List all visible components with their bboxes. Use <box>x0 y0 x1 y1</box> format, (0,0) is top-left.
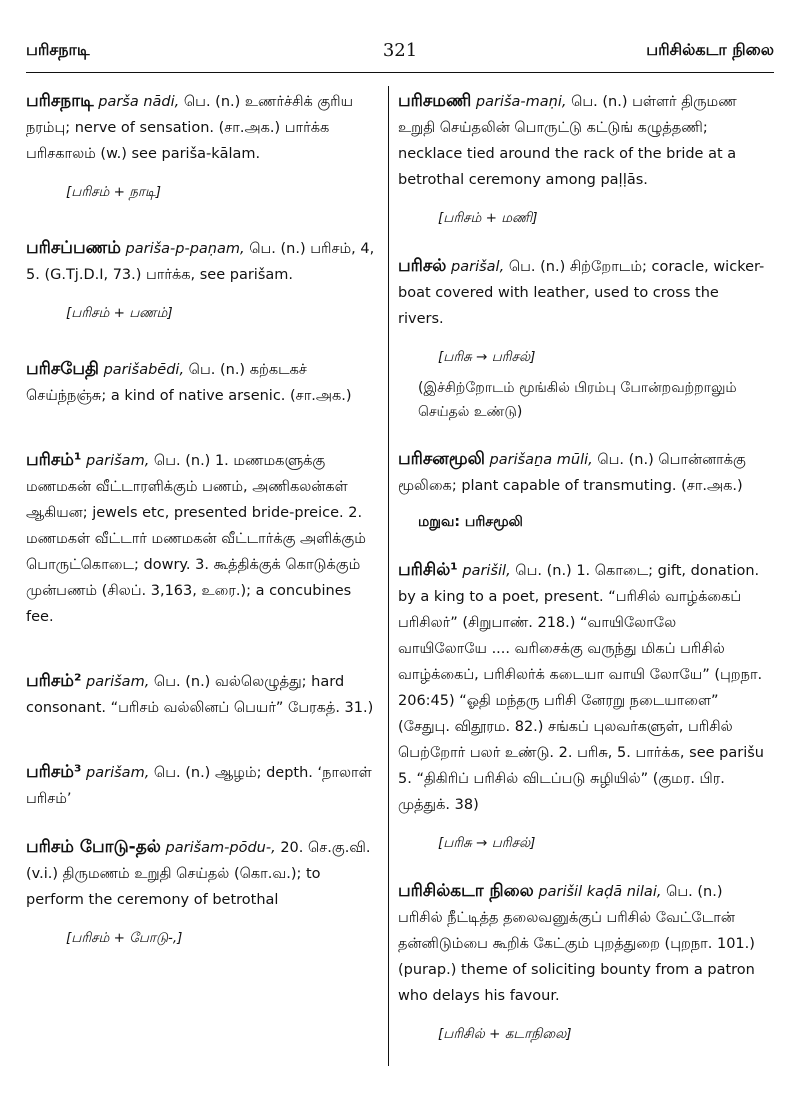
transliteration: parišabēdi, <box>103 362 185 378</box>
dictionary-entry <box>398 88 766 231</box>
transliteration: parša nādi, <box>98 94 180 110</box>
headword: பரிசப்பணம் <box>26 238 121 258</box>
column-divider <box>388 86 389 1066</box>
dictionary-entry <box>398 878 766 1047</box>
definition: பெ. (n.) பரிசில் நீட்டித்த தலைவனுக்குப் பரிசில் வேட்டோன் தன்னிடும்பை கூறிக் கேட்கும் புறத்துறை (புறநா. 101.) (purap.) theme of soliciting bounty from a patron who delays his favour. <box>398 884 755 1004</box>
transliteration: parišil kaḍā nilai, <box>538 884 662 900</box>
transliteration: parišam, <box>86 674 150 690</box>
definition: பெ. (n.) சிற்றோடம்; coracle, wicker-boat covered with leather, used to cross the rivers. <box>398 259 765 327</box>
headword: பரிசம்² <box>26 671 82 691</box>
dictionary-entry <box>26 235 378 326</box>
dictionary-entry <box>26 668 378 721</box>
transliteration: parišam-pōdu-, <box>165 840 276 856</box>
definition: பெ. (n.) பொன்னாக்கு மூலிகை; plant capable of transmuting. (சா.அக.) <box>398 452 746 494</box>
headword: பரிசில்¹ <box>398 560 458 580</box>
definition: பெ. (n.) உணர்ச்சிக் குரிய நரம்பு; nerve of sensation. (சா.அக.) பார்க்க பரிசகாலம் (w.) see pariša-kālam. <box>26 94 354 162</box>
running-head-left: பரிசநாடி <box>26 40 90 59</box>
transliteration: parišal, <box>451 259 505 275</box>
dictionary-entry <box>398 253 766 424</box>
header-rule <box>26 72 774 73</box>
dictionary-entry <box>398 557 766 856</box>
etymology: [பரிசம் + மணி] <box>438 210 538 226</box>
right-column <box>398 88 766 1047</box>
running-head-right: பரிசில்கடா நிலை <box>646 40 774 59</box>
transliteration: pariša-p-paṇam, <box>125 241 245 257</box>
dictionary-entry <box>26 759 378 812</box>
definition: பெ. (n.) பரிசம், 4, 5. (G.Tj.D.I, 73.) பார்க்க, see parišam. <box>26 241 375 283</box>
definition: பெ. (n.) பள்ளர் திருமண உறுதி செய்தலின் பொருட்டு கட்டுங் கழுத்தணி; necklace tied around the rack of the bride at a betrothal ceremony among paḷḷās. <box>398 94 737 188</box>
headword: பரிசனமூலி <box>398 449 485 469</box>
etymology: [பரிசம் + நாடி] <box>66 184 161 200</box>
definition: பெ. (n.) 1. மணமகளுக்கு மணமகன் வீட்டாரளிக்கும் பணம், அணிகலன்கள் ஆகியன; jewels etc, presented bride-preice. 2. மணமகள் வீட்டார் மணமகன் வீட்டார்க்கு அளிக்கும் பொருட்கொடை; dowry. 3. கூத்திக்குக் கொடுக்கும் முன்பணம் (சிலப். 3,163, உரை.); a concubines fee. <box>26 453 366 625</box>
dictionary-entry <box>26 356 378 409</box>
transliteration: parišaṉa mūli, <box>489 452 593 468</box>
headword: பரிசநாடி <box>26 91 94 111</box>
transliteration: parišam, <box>86 765 150 781</box>
headword: பரிசபேதி <box>26 359 99 379</box>
dictionary-entry <box>26 447 378 630</box>
headword: பரிசமணி <box>398 91 472 111</box>
headword: பரிசம் போடு-தல் <box>26 837 161 857</box>
definition: பெ. (n.) 1. கொடை; gift, donation. by a king to a poet, present. “பரிசில் வாழ்க்கைப் பரிசிலர்” (சிறுபாண். 218.) “வாயிலோலே வாயிலோயே .... வரிசைக்கு வருந்து மிகப் பரிசில் வாழ்க்கைப், பரிசிலர்க் கடையா வாயி லோயே” (புறநா. 206:45) “ஓதி மந்தரு பரிசி னேரறு நடையாளை” (சேதுபு. விதூரம. 82.) சங்கப் புலவர்களுள், பரிசில் பெற்றோர் பலர் உண்டு. 2. பரிசு, 5. பார்க்க, see parišu 5. “திகிரிப் பரிசில் விடப்படு சுழியில்” (குமர. பிர. முத்துக். 38) <box>398 563 764 813</box>
transliteration: parišam, <box>86 453 150 469</box>
etymology: [பரிசில் + கடாநிலை] <box>438 1026 572 1042</box>
etymology: [பரிசு → பரிசல்] <box>438 835 536 851</box>
transliteration: parišil, <box>462 563 511 579</box>
definition: பெ. (n.) ஆழம்; depth. ‘நாலாள் பரிசம்’ <box>26 765 372 807</box>
headword: பரிசில்கடா நிலை <box>398 881 534 901</box>
left-column <box>26 88 378 951</box>
dictionary-entry <box>398 446 766 535</box>
definition: பெ. (n.) வல்லெழுத்து; hard consonant. “பரிசம் வல்லினப் பெயர்” பேரகத். 31.) <box>26 674 374 716</box>
dictionary-entry <box>26 834 378 951</box>
definition: பெ. (n.) கற்கடகச் செய்ந்நஞ்சு; a kind of native arsenic. (சா.அக.) <box>26 362 352 404</box>
etymology: [பரிசு → பரிசல்] <box>438 349 536 365</box>
etymology: [பரிசம் + பணம்] <box>66 305 173 321</box>
note: (இச்சிற்றோடம் மூங்கில் பிரம்பு போன்றவற்றாலும் செய்தல் உண்டு) <box>418 380 737 420</box>
dictionary-entry <box>26 88 378 205</box>
headword: பரிசம்³ <box>26 762 82 782</box>
etymology: [பரிசம் + போடு-,] <box>66 930 183 946</box>
transliteration: pariša-maṇi, <box>475 94 567 110</box>
page-header <box>26 40 774 70</box>
page-number: 321 <box>382 40 418 61</box>
headword: பரிசம்¹ <box>26 450 82 470</box>
headword: பரிசல் <box>398 256 447 276</box>
synonym: மறுவ: பரிசமூலி <box>418 514 523 530</box>
definition: 20. செ.கு.வி. (v.i.) திருமணம் உறுதி செய்தல் (கொ.வ.); to perform the ceremony of betrothal <box>26 840 371 908</box>
